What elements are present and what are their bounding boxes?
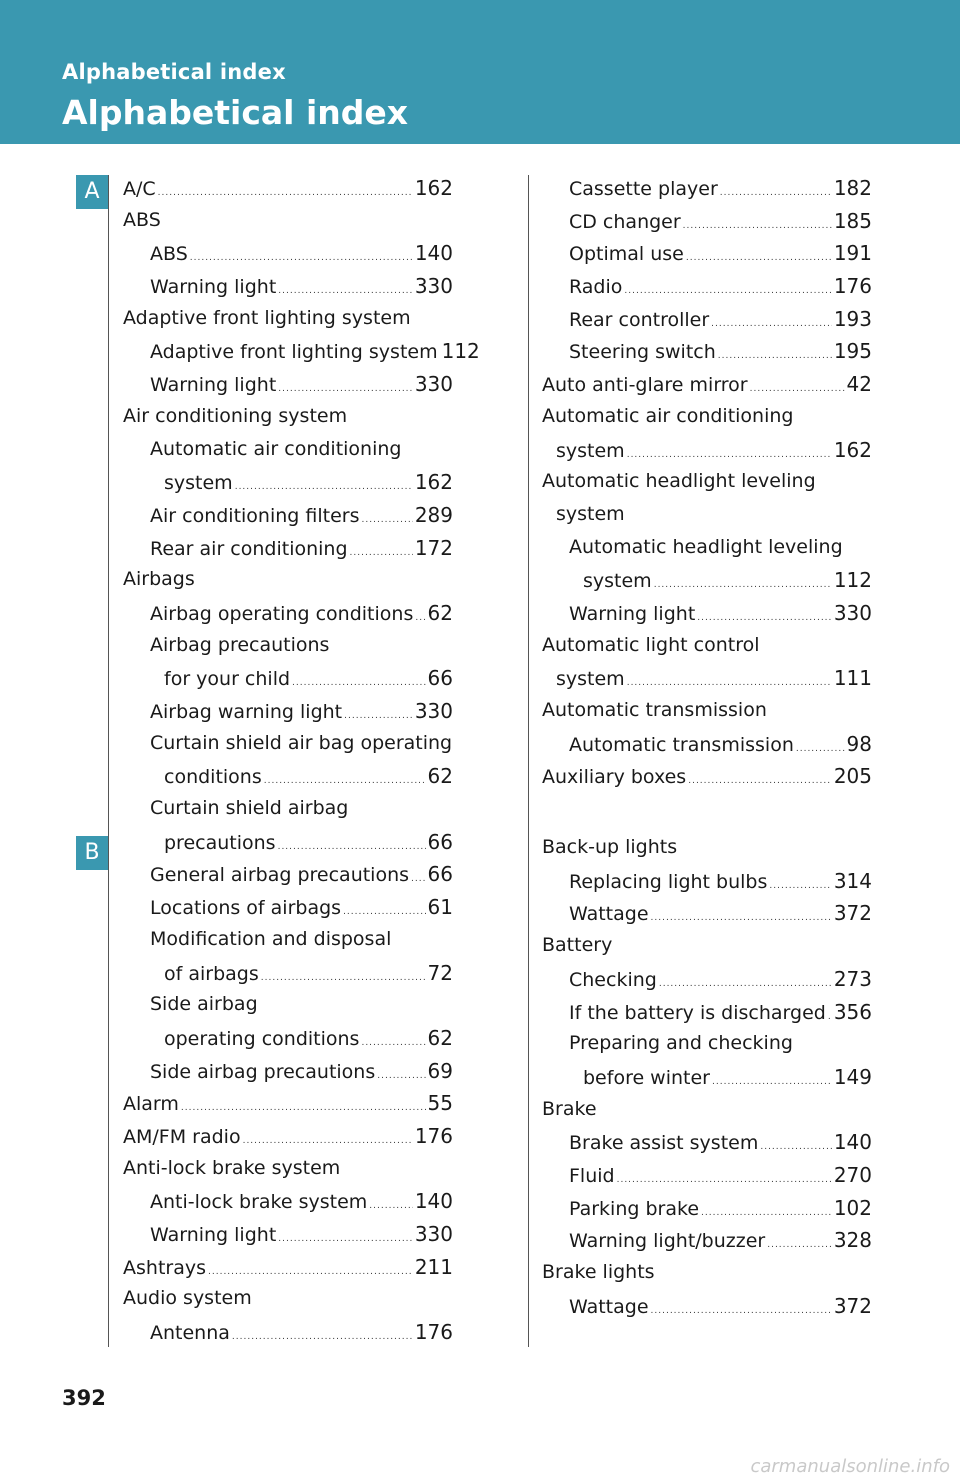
index-entry [123, 209, 453, 242]
dot-leader [617, 1175, 832, 1185]
index-entry [123, 797, 453, 830]
index-entry [542, 1130, 872, 1163]
index-entry [123, 536, 453, 569]
index-entry-label: Automatic air conditioning [150, 437, 402, 460]
index-entry-page: 270 [833, 1162, 872, 1187]
index-entry [542, 1196, 872, 1229]
dot-leader [750, 384, 845, 394]
index-entry-label: Anti-lock brake system [123, 1156, 341, 1179]
dot-leader [720, 188, 832, 198]
index-entry-page: 176 [833, 274, 872, 299]
index-entry [123, 470, 453, 503]
index-entry-label: operating conditions [164, 1027, 360, 1050]
index-entry-label: Airbag operating conditions [150, 602, 414, 625]
index-entry-page: 330 [414, 274, 453, 299]
index-entry-label: Optimal use [569, 243, 684, 266]
index-entry [542, 405, 872, 438]
index-entry-label: Automatic headlight leveling [569, 535, 843, 558]
index-entry-label: system [556, 439, 625, 462]
index-entry-label: Parking brake [569, 1197, 700, 1220]
index-entry [123, 503, 453, 536]
index-section-a-continued [542, 176, 872, 797]
index-entry [123, 241, 453, 274]
index-entry-label: Antenna [150, 1322, 230, 1345]
index-column-left [123, 176, 480, 1353]
index-entry-label: Preparing and checking [569, 1032, 793, 1055]
dot-leader [190, 253, 413, 263]
dot-leader [411, 874, 426, 884]
dot-leader [377, 1071, 425, 1081]
index-entry [542, 470, 872, 503]
index-entry [542, 1294, 872, 1327]
index-entry-page: 372 [833, 901, 872, 926]
column-divider [528, 175, 529, 1347]
index-entry [123, 1026, 453, 1059]
index-entry-page: 372 [833, 1293, 872, 1318]
index-entry-label: ABS [150, 243, 188, 266]
index-entry [123, 928, 453, 961]
dot-leader [711, 319, 832, 329]
dot-leader [688, 776, 832, 786]
index-entry [123, 764, 453, 797]
index-entry-page: 98 [846, 731, 872, 756]
index-entry [123, 830, 453, 863]
index-entry-label: system [583, 570, 652, 593]
index-entry-page: 162 [414, 470, 453, 495]
index-entry [542, 836, 872, 869]
index-entry-label: Locations of airbags [150, 897, 342, 920]
index-entry-page: 112 [833, 568, 872, 593]
index-entry [542, 274, 872, 307]
page-header [0, 0, 960, 144]
index-entry-label: Automatic air conditioning [542, 404, 794, 427]
index-entry-label: Radio [569, 276, 623, 299]
dot-leader [278, 286, 413, 296]
index-entry-page: 182 [833, 176, 872, 200]
index-entry-page: 205 [833, 764, 872, 789]
index-entry-page: 191 [833, 241, 872, 266]
index-entry-label: Steering switch [569, 341, 716, 364]
dot-leader [278, 842, 426, 852]
dot-leader [659, 979, 832, 989]
dot-leader [158, 188, 413, 198]
index-entry-page: 102 [833, 1195, 872, 1220]
index-entry-label: Automatic light control [542, 633, 760, 656]
index-entry [542, 339, 872, 372]
index-entry-page: 140 [833, 1130, 872, 1155]
index-entry-label: Warning light [150, 374, 277, 397]
dot-leader [344, 711, 413, 721]
dot-leader [767, 1240, 832, 1250]
index-entry-label: Replacing light bulbs [569, 870, 768, 893]
index-entry-page: 176 [414, 1320, 453, 1345]
dot-leader [651, 1306, 832, 1316]
index-entry-page: 62 [427, 764, 453, 789]
index-entry-page: 62 [427, 600, 453, 625]
index-entry-label: Auto anti-glare mirror [542, 374, 748, 397]
dot-leader [292, 678, 426, 688]
dot-leader [712, 1077, 832, 1087]
dot-leader [627, 678, 832, 688]
index-entry-page: 273 [833, 966, 872, 991]
index-entry-label: Curtain shield air bag operating [150, 731, 453, 754]
index-entry [123, 274, 453, 307]
index-entry-label: Alarm [123, 1093, 179, 1116]
dot-leader [232, 1332, 413, 1342]
dot-leader [181, 1103, 426, 1113]
header-title: Alphabetical index [62, 93, 409, 132]
index-entry-label: system [164, 472, 233, 495]
index-entry-label: Automatic transmission [569, 733, 794, 756]
index-entry-page: 193 [833, 306, 872, 331]
index-entry-page: 356 [833, 999, 872, 1024]
index-entry-label: Fluid [569, 1164, 615, 1187]
index-entry [542, 699, 872, 732]
index-entry-label: before winter [583, 1066, 710, 1089]
dot-leader [415, 613, 425, 623]
index-entry-label: Brake lights [542, 1261, 655, 1283]
index-entry [542, 1000, 872, 1033]
index-entry-label: If the battery is discharged [569, 1001, 826, 1024]
index-entry-page: 162 [414, 176, 453, 200]
index-entry [123, 1091, 453, 1124]
dot-leader [796, 744, 845, 754]
index-entry-label: A/C [123, 178, 156, 200]
index-entry [542, 209, 872, 242]
index-entry-label: AM/FM radio [123, 1125, 241, 1148]
index-entry-page: 112 [441, 339, 480, 364]
index-entry [542, 536, 872, 569]
index-entry-page: 330 [414, 372, 453, 397]
dot-leader [651, 913, 832, 923]
index-entry-label: Brake [542, 1097, 597, 1120]
index-entry [123, 1124, 453, 1157]
section-spacer [542, 797, 872, 836]
section-tab-b: B [76, 836, 108, 870]
dot-leader [362, 515, 413, 525]
index-entry [123, 961, 453, 994]
index-entry [542, 1163, 872, 1196]
index-entry-page: 61 [427, 895, 453, 920]
index-entry [123, 339, 480, 372]
index-entry-label: Battery [542, 934, 613, 957]
index-entry-page: 140 [414, 1189, 453, 1214]
index-entry-page: 330 [414, 1222, 453, 1246]
index-section-b [542, 836, 872, 1326]
index-entry [542, 601, 872, 634]
index-entry-label: Curtain shield airbag [150, 797, 349, 820]
index-entry [542, 1228, 872, 1261]
index-entry [542, 1098, 872, 1131]
index-entry-label: Airbag warning light [150, 701, 343, 723]
index-entry [542, 241, 872, 274]
index-entry [542, 634, 872, 667]
index-entry [123, 1059, 453, 1092]
index-entry-page: 55 [427, 1091, 453, 1116]
index-entry-page: 149 [833, 1064, 872, 1089]
index-entry [123, 568, 453, 601]
index-entry [123, 666, 453, 699]
dot-leader [828, 1012, 832, 1022]
index-column-right [542, 176, 872, 1326]
index-entry-label: Wattage [569, 903, 649, 926]
index-entry [123, 307, 453, 340]
index-entry-label: of airbags [164, 962, 259, 985]
dot-leader [718, 351, 832, 361]
index-entry [123, 601, 453, 634]
index-entry [123, 372, 453, 405]
index-entry-label: Adaptive front lighting system [123, 306, 411, 329]
index-entry-page: 66 [427, 862, 453, 887]
index-entry-label: Side airbag [150, 993, 258, 1016]
dot-leader [624, 286, 831, 296]
index-entry [123, 993, 453, 1026]
section-tab-a: A [76, 175, 108, 209]
index-entry [542, 967, 872, 1000]
index-entry [123, 699, 453, 732]
index-entry-label: ABS [123, 208, 161, 231]
index-entry-label: Warning light/buzzer [569, 1230, 766, 1253]
index-entry-label: system [556, 502, 625, 525]
index-entry-page: 69 [427, 1058, 453, 1083]
dot-leader [627, 450, 832, 460]
index-entry [542, 869, 872, 902]
index-entry-label: for your child [164, 668, 291, 691]
index-entry-page: 172 [414, 535, 453, 560]
index-entry-label: Cassette player [569, 178, 718, 200]
watermark: carmanualsonline.info [750, 1456, 950, 1477]
index-entry [123, 1189, 453, 1222]
index-entry-label: Checking [569, 968, 657, 991]
index-entry-label: Airbags [123, 568, 195, 591]
index-entry-label: conditions [164, 766, 262, 789]
index-entry-label: Airbag precautions [150, 633, 330, 656]
index-entry [123, 895, 453, 928]
index-entry-label: system [556, 668, 625, 691]
index-entry-label: Side airbag precautions [150, 1060, 376, 1083]
dot-leader [264, 776, 426, 786]
index-entry [542, 732, 872, 765]
index-entry [123, 176, 453, 209]
index-entry-page: 176 [414, 1123, 453, 1148]
index-entry [542, 372, 872, 405]
index-entry-label: General airbag precautions [150, 864, 410, 887]
index-entry-label: Brake assist system [569, 1132, 759, 1155]
dot-leader [278, 384, 413, 394]
dot-leader [697, 613, 832, 623]
dot-leader [208, 1267, 413, 1277]
index-entry-label: Audio system [123, 1287, 252, 1310]
dot-leader [243, 1136, 413, 1146]
index-entry [542, 438, 872, 471]
index-entry-label: Rear controller [569, 308, 710, 331]
dot-leader [686, 253, 832, 263]
index-entry-label: Warning light [569, 602, 696, 625]
index-entry-page: 314 [833, 868, 872, 893]
index-entry [542, 1032, 872, 1065]
index-entry [123, 634, 453, 667]
index-entry-label: Modification and disposal [150, 927, 392, 950]
index-entry [542, 666, 872, 699]
index-entry [123, 1320, 453, 1353]
index-entry-label: Wattage [569, 1295, 649, 1318]
index-entry [123, 405, 453, 438]
index-entry-label: Automatic headlight leveling [542, 470, 816, 493]
index-entry [123, 1255, 453, 1288]
index-entry-label: Air conditioning filters [150, 504, 360, 527]
dot-leader [361, 1038, 425, 1048]
index-entry [123, 1157, 453, 1190]
dot-leader [261, 973, 426, 983]
index-entry-label: CD changer [569, 210, 681, 233]
left-column-rule [108, 175, 109, 1347]
dot-leader [369, 1201, 413, 1211]
index-entry-page: 42 [846, 372, 872, 397]
index-entry-page: 66 [427, 829, 453, 854]
index-entry [123, 862, 453, 895]
index-entry-page: 162 [833, 437, 872, 462]
dot-leader [683, 221, 832, 231]
index-entry-page: 211 [414, 1254, 453, 1279]
header-subtitle: Alphabetical index [62, 60, 286, 84]
index-entry [542, 1261, 872, 1294]
index-entry-label: Back-up lights [542, 836, 678, 859]
index-entry-label: Warning light [150, 276, 277, 299]
index-entry-page: 62 [427, 1025, 453, 1050]
index-entry [123, 1287, 453, 1320]
index-entry-page: 195 [833, 339, 872, 364]
index-entry [542, 1065, 872, 1098]
index-entry [542, 934, 872, 967]
dot-leader [701, 1208, 832, 1218]
index-entry [542, 901, 872, 934]
index-entry [542, 764, 872, 797]
index-entry-label: Warning light [150, 1224, 277, 1246]
index-entry [542, 307, 872, 340]
dot-leader [654, 580, 832, 590]
index-entry-page: 111 [833, 666, 872, 691]
index-entry [542, 568, 872, 601]
index-entry-label: Anti-lock brake system [150, 1191, 368, 1214]
index-entry-label: Adaptive front lighting system [150, 341, 438, 364]
index-entry-page: 328 [833, 1228, 872, 1253]
index-entry-label: precautions [164, 831, 276, 854]
index-entry [123, 732, 453, 765]
index-entry-page: 72 [427, 960, 453, 985]
dot-leader [235, 482, 413, 492]
index-entry-page: 330 [833, 600, 872, 625]
dot-leader [278, 1234, 413, 1244]
index-entry [542, 503, 872, 536]
dot-leader [350, 548, 413, 558]
index-entry-label: Rear air conditioning [150, 537, 348, 560]
dot-leader [769, 881, 831, 891]
dot-leader [760, 1142, 831, 1152]
index-entry-label: Ashtrays [123, 1256, 206, 1279]
index-entry [542, 176, 872, 209]
index-entry-page: 330 [414, 699, 453, 723]
page-number: 392 [62, 1386, 106, 1410]
index-entry [123, 438, 453, 471]
index-entry-page: 66 [427, 666, 453, 691]
index-entry-label: Automatic transmission [542, 699, 767, 721]
index-entry-page: 185 [833, 208, 872, 233]
index-entry-page: 289 [414, 502, 453, 527]
dot-leader [343, 907, 425, 917]
index-entry-page: 140 [414, 241, 453, 266]
index-entry-label: Air conditioning system [123, 404, 348, 427]
index-entry-label: Auxiliary boxes [542, 766, 687, 789]
index-entry [123, 1222, 453, 1255]
